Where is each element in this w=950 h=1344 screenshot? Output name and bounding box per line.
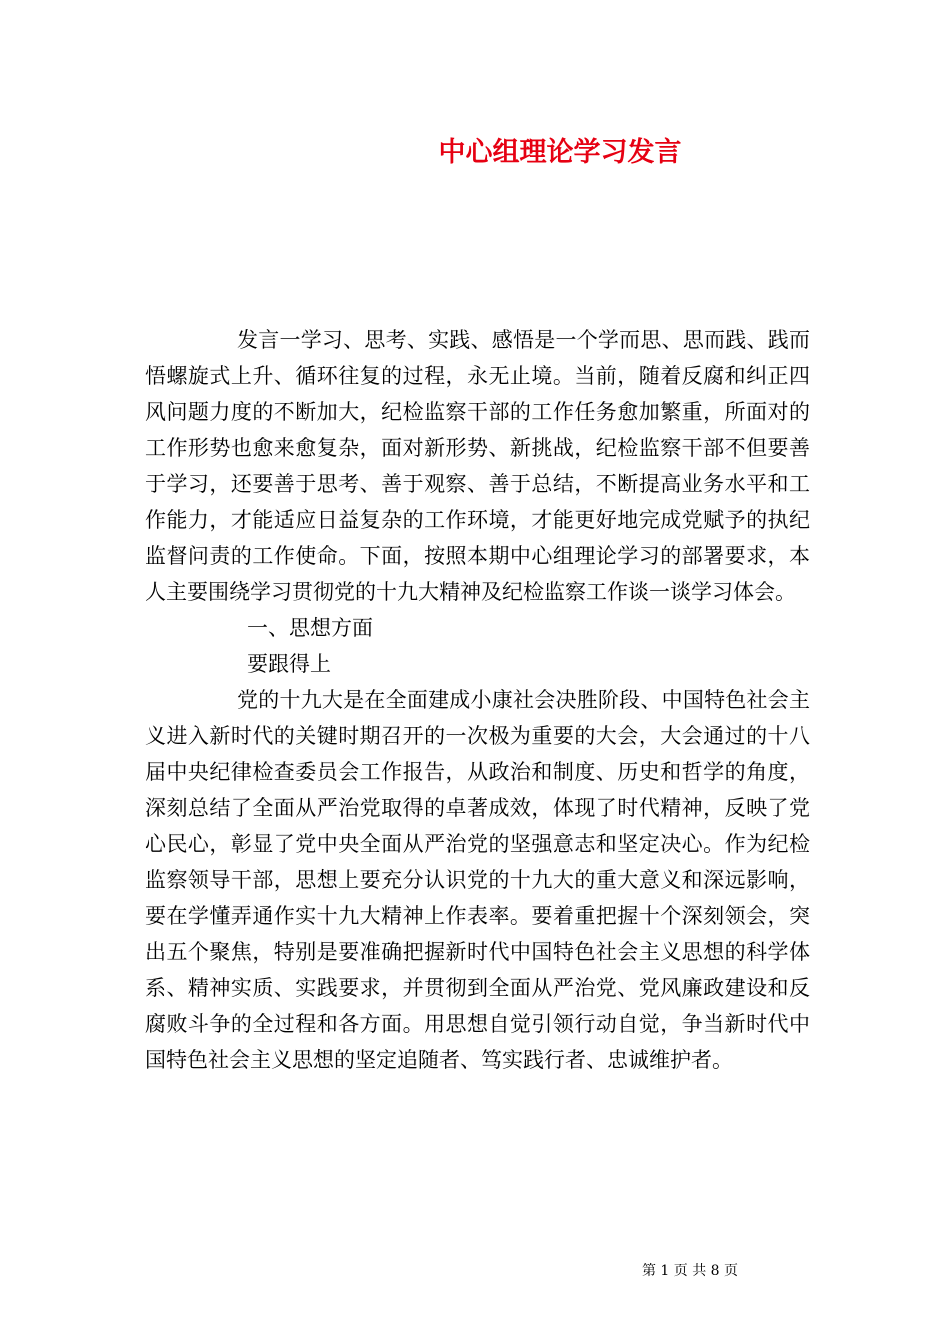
document-body (145, 322, 810, 1078)
section-heading: 一、思想方面 (247, 616, 373, 640)
page-number-footer: 第 1 页 共 8 页 (641, 1263, 739, 1279)
body-paragraph-main: 党的十九大是在全面建成小康社会决胜阶段、中国特色社会主义进入新时代的关键时期召开的一次极为重要的大会，大会通过的十八届中央纪律检查委员会工作报告，从政治和制度、历史和哲学的角度，深刻总结了全面从严治党取得的卓著成效，体现了时代精神，反映了党心民心，彰显了党中央全面从严治党的坚强意志和坚定决心。作为纪检监察领导干部，思想上要充分认识党的十九大的重大意义和深远影响，要在学懂弄通作实十九大精神上作表率。要着重把握十个深刻领会，突出五个聚焦，特别是要准确把握新时代中国特色社会主义思想的科学体系、精神实质、实践要求，并贯彻到全面从严治党、党风廉政建设和反腐败斗争的全过程和各方面。用思想自觉引领行动自觉，争当新时代中国特色社会主义思想的坚定追随者、笃实践行者、忠诚维护者。 (145, 688, 810, 1072)
subsection-heading: 要跟得上 (247, 652, 331, 676)
body-paragraph-intro: 发言一学习、思考、实践、感悟是一个学而思、思而践、践而悟螺旋式上升、循环往复的过程，永无止境。当前，随着反腐和纠正四风问题力度的不断加大，纪检监察干部的工作任务愈加繁重，所面对的工作形势也愈来愈复杂，面对新形势、新挑战，纪检监察干部不但要善于学习，还要善于思考、善于观察、善于总结，不断提高业务水平和工作能力，才能适应日益复杂的工作环境，才能更好地完成党赋予的执纪监督问责的工作使命。下面，按照本期中心组理论学习的部署要求，本人主要围绕学习贯彻党的十九大精神及纪检监察工作谈一谈学习体会。 (145, 328, 810, 604)
document-title: 中心组理论学习发言 (438, 137, 682, 168)
